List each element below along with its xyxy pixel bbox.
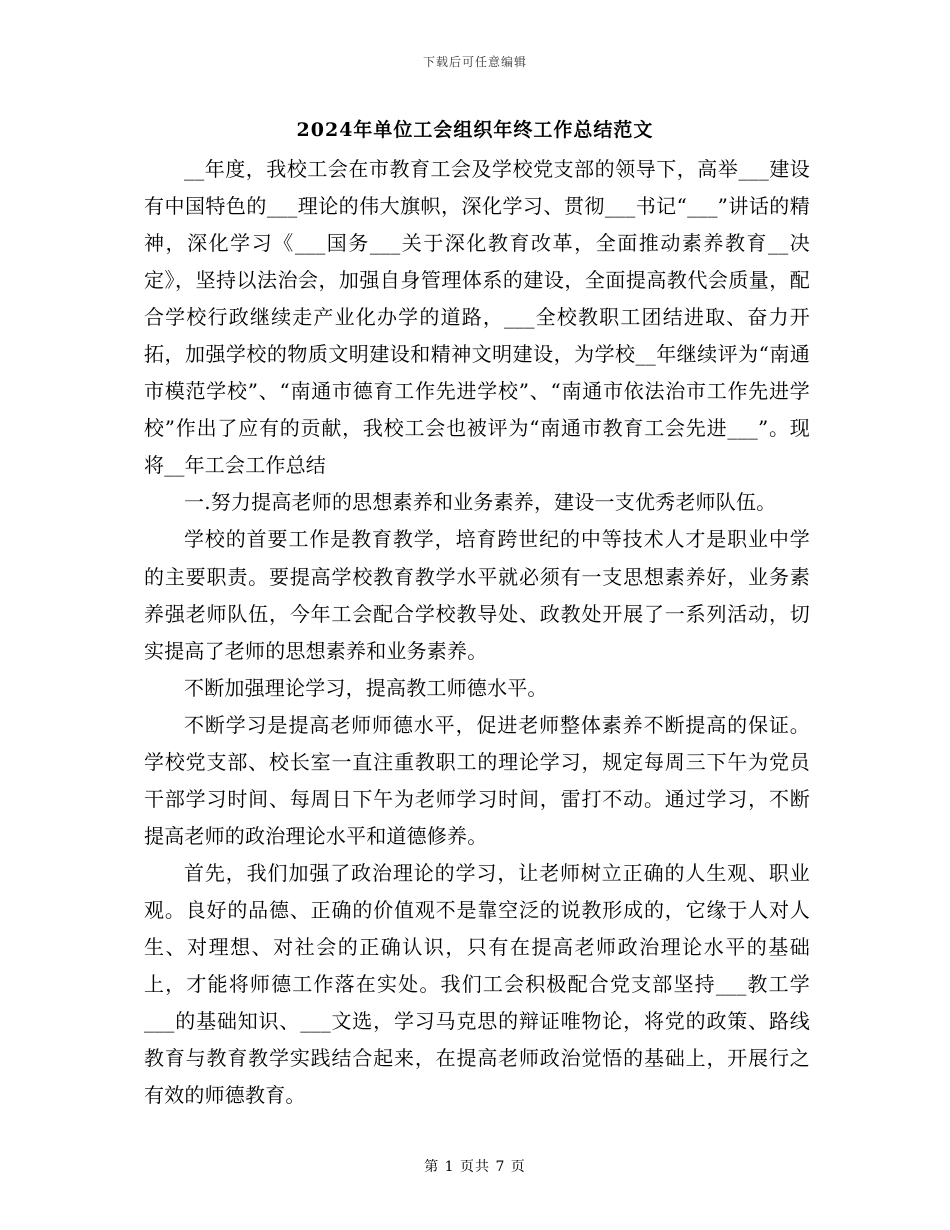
paragraph: 一.努力提高老师的思想素养和业务素养，建设一支优秀老师队伍。 xyxy=(184,490,777,515)
paragraph: 不断学习是提高老师师德水平，促进老师整体素养不断提高的保证。学校党支部、校长室一直注重教职工的理论学习，规定每周三下午为党员干部学习时间、每周日下午为老师学习时间，雷打不动。通过学习，不断提高老师的政治理论水平和道德修养。 xyxy=(144,712,810,848)
document-body xyxy=(144,151,810,1114)
paragraph: 学校的首要工作是教育教学，培育跨世纪的中等技术人才是职业中学的主要职责。要提高学校教育教学水平就必须有一支思想素养好，业务素养强老师队伍，今年工会配合学校教导处、政教处开展了一系列活动，切实提高了老师的思想素养和业务素养。 xyxy=(144,527,810,663)
paragraph: 首先，我们加强了政治理论的学习，让老师树立正确的人生观、职业观。良好的品德、正确的价值观不是靠空泛的说教形成的，它缘于人对人生、对理想、对社会的正确认识，只有在提高老师政治理论水平的基础上，才能将师德工作落在实处。我们工会积极配合党支部坚持___教工学___的基础知识、___文选，学习马克思的辩证唯物论，将党的政策、路线教育与教育教学实践结合起来，在提高老师政治觉悟的基础上，开展行之有效的师德教育。 xyxy=(144,860,810,1108)
paragraph: __年度，我校工会在市教育工会及学校党支部的领导下，高举___建设有中国特色的___理论的伟大旗帜，深化学习、贯彻___书记“___”讲话的精神，深化学习《___国务___关于深化教育改革，全面推动素养教育__决定》，坚持以法治会，加强自身管理体系的建设，全面提高教代会质量，配合学校行政继续走产业化办学的道路，___全校教职工团结进取、奋力开拓，加强学校的物质文明建设和精神文明建设，为学校__年继续评为“南通市模范学校”、“南通市德育工作先进学校”、“南通市依法治市工作先进学校”作出了应有的贡献，我校工会也被评为“南通市教育工会先进___”。现将__年工会工作总结 xyxy=(144,157,810,478)
paragraph: 不断加强理论学习，提高教工师德水平。 xyxy=(184,675,548,700)
page-footer: 第 1 页共 7 页 xyxy=(424,1159,526,1175)
page-title: 2024年单位工会组织年终工作总结范文 xyxy=(296,119,654,141)
header-note: 下载后可任意编辑 xyxy=(422,55,527,69)
